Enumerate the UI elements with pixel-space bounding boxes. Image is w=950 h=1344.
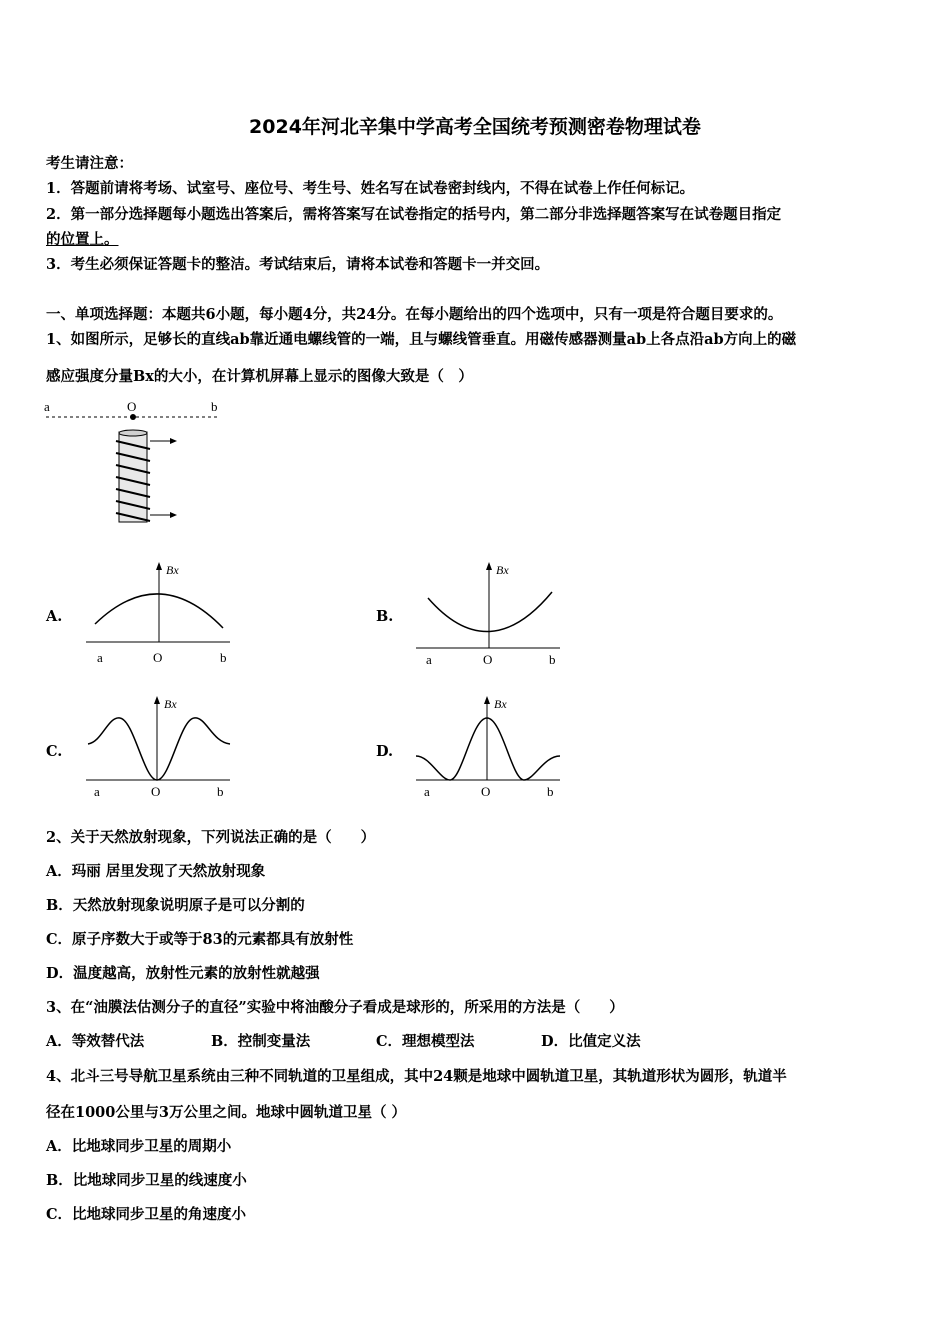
- q2-option-c: C．原子序数大于或等于83的元素都具有放射性: [46, 931, 354, 948]
- q1-a-tick-a: a: [97, 650, 103, 665]
- notice-heading: 考生请注意：: [46, 155, 133, 172]
- q1-b-tick-b: b: [549, 652, 556, 667]
- q1-c-ylabel: Bx: [164, 697, 177, 711]
- q2-option-b: B．天然放射现象说明原子是可以分割的: [46, 897, 305, 914]
- q3-option-d: D．比值定义法: [541, 1033, 641, 1050]
- section-header: 一、单项选择题：本题共6小题，每小题4分，共24分。在每小题给出的四个选项中，只有一项是符合题目要求的。: [46, 306, 783, 323]
- fig-label-o: O: [127, 399, 137, 414]
- q1-option-b-graph: [410, 558, 570, 670]
- q4-stem-line2: 径在1000公里与3万公里之间。地球中圆轨道卫星（ ）: [46, 1104, 406, 1121]
- q1-d-tick-o: O: [481, 784, 491, 799]
- q1-b-tick-a: a: [426, 652, 432, 667]
- q3-option-a: A．等效替代法: [46, 1033, 145, 1050]
- q1-option-a-label: A.: [46, 608, 63, 625]
- q1-c-tick-a: a: [94, 784, 100, 799]
- fig-label-a: a: [44, 399, 50, 414]
- q1-option-c-label: C.: [46, 743, 63, 760]
- q1-b-tick-o: O: [483, 652, 493, 667]
- q1-c-tick-b: b: [217, 784, 224, 799]
- q4-option-a: A．比地球同步卫星的周期小: [46, 1138, 232, 1155]
- q1-option-d-label: D.: [376, 743, 394, 760]
- notice-item-1: 1．答题前请将考场、试室号、座位号、考生号、姓名写在试卷密封线内，不得在试卷上作任何标记。: [46, 180, 695, 197]
- q3-option-c: C．理想模型法: [376, 1033, 475, 1050]
- q1-option-a-graph: [80, 558, 240, 670]
- q1-option-b-label: B.: [376, 608, 394, 625]
- q3-stem: 3、在“油膜法估测分子的直径”实验中将油酸分子看成是球形的，所采用的方法是（ ）: [46, 999, 624, 1016]
- notice-item-2: 2．第一部分选择题每小题选出答案后，需将答案写在试卷指定的括号内，第二部分非选择题答案写在试卷题目指定: [46, 206, 782, 223]
- q1-option-d-graph: [410, 692, 570, 804]
- q1-b-ylabel: Bx: [496, 563, 509, 577]
- solenoid-figure: [40, 395, 240, 530]
- q1-option-c-graph: [80, 692, 240, 804]
- q2-stem: 2、关于天然放射现象，下列说法正确的是（ ）: [46, 829, 376, 846]
- q1-d-ylabel: Bx: [494, 697, 507, 711]
- q1-d-tick-b: b: [547, 784, 554, 799]
- q4-stem-line1: 4、北斗三号导航卫星系统由三种不同轨道的卫星组成，其中24颗是地球中圆轨道卫星，其轨道形状为圆形，轨道半: [46, 1068, 787, 1085]
- q1-a-ylabel: Bx: [166, 563, 179, 577]
- q1-stem-line1: 1、如图所示，足够长的直线ab靠近通电螺线管的一端，且与螺线管垂直。用磁传感器测量ab上各点沿ab方向上的磁: [46, 331, 797, 348]
- q1-d-tick-a: a: [424, 784, 430, 799]
- q3-option-b: B．控制变量法: [211, 1033, 311, 1050]
- q2-option-a: A．玛丽 居里发现了天然放射现象: [46, 863, 266, 880]
- q4-option-b: B．比地球同步卫星的线速度小: [46, 1172, 247, 1189]
- notice-item-3: 3．考生必须保证答题卡的整洁。考试结束后，请将本试卷和答题卡一并交回。: [46, 256, 550, 273]
- q1-c-tick-o: O: [151, 784, 161, 799]
- q1-stem-line2: 感应强度分量Bx的大小，在计算机屏幕上显示的图像大致是（ ）: [46, 368, 473, 385]
- q2-option-d: D．温度越高，放射性元素的放射性就越强: [46, 965, 320, 982]
- q4-option-c: C．比地球同步卫星的角速度小: [46, 1206, 247, 1223]
- fig-label-b: b: [211, 399, 218, 414]
- q1-a-tick-b: b: [220, 650, 227, 665]
- page-title: 2024年河北辛集中学高考全国统考预测密卷物理试卷: [249, 116, 701, 138]
- q1-a-tick-o: O: [153, 650, 163, 665]
- notice-item-2-cont: 的位置上。: [46, 231, 119, 248]
